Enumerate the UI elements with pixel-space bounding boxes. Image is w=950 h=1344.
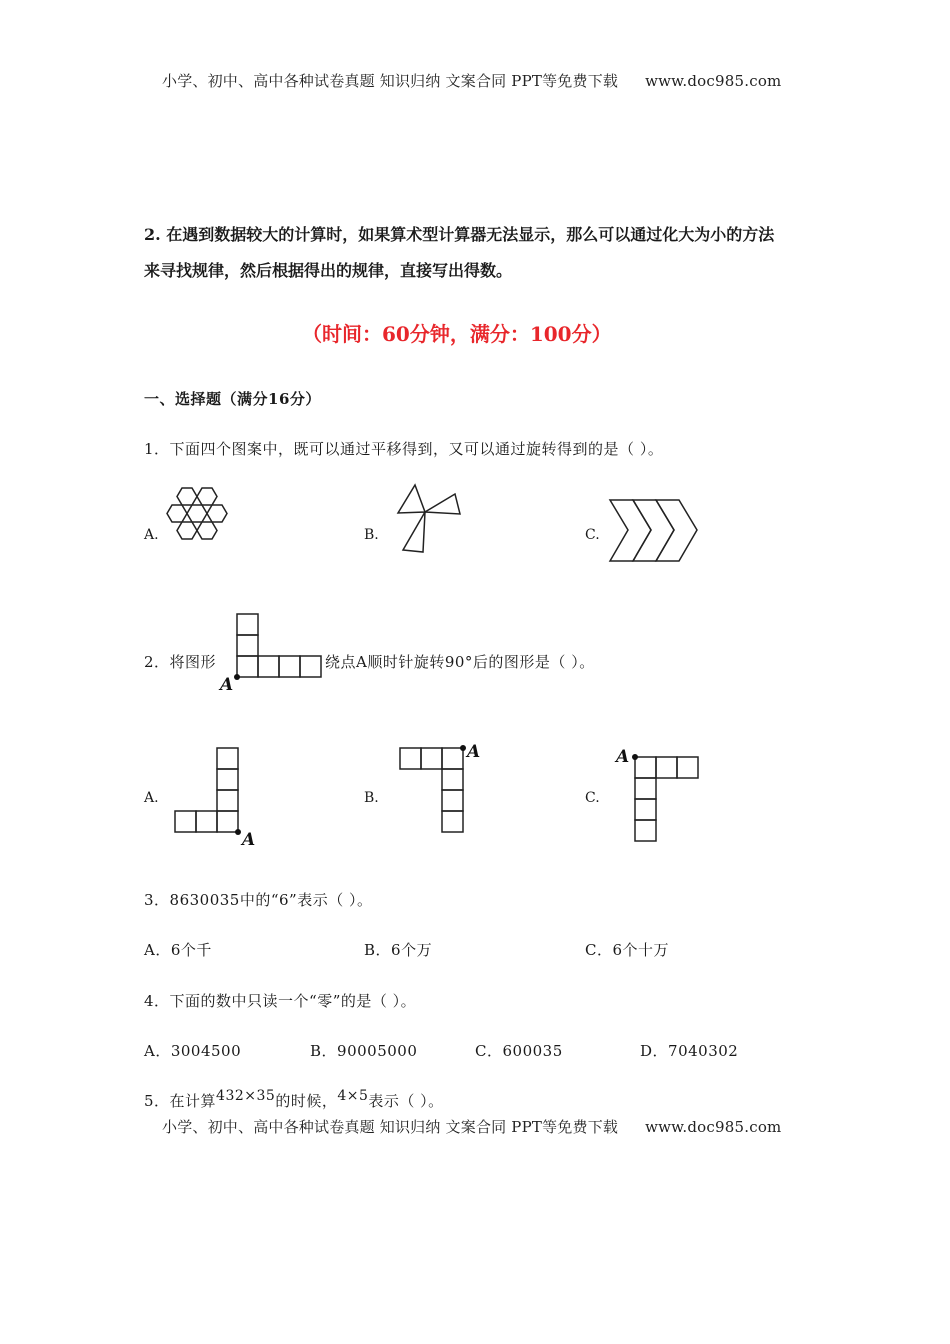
q4-option-b: B．90005000	[310, 1042, 418, 1060]
question-1-stem: 1．下面四个图案中，既可以通过平移得到，又可以通过旋转得到的是（ ）。	[144, 440, 664, 458]
q2-option-b-label: B.	[364, 790, 379, 806]
q2-option-a-label: A.	[144, 790, 159, 806]
q3-option-b: B．6个万	[364, 941, 433, 959]
l-shape-original-figure	[217, 612, 327, 695]
section-title: 一、选择题（满分16分）	[144, 390, 321, 408]
rotated-shape-option-c	[612, 745, 707, 850]
q3-option-c: C．6个十万	[585, 941, 670, 959]
point-a-label: A	[467, 742, 481, 762]
q5-expression-2: 4×5	[337, 1088, 369, 1104]
rotated-shape-option-b	[395, 740, 495, 845]
rotated-shape-option-a	[170, 745, 265, 850]
point-a-label: A	[242, 830, 256, 850]
page-footer	[162, 1116, 781, 1137]
q5-prefix: 5．在计算	[144, 1092, 217, 1110]
q2-option-c-label: C.	[585, 790, 600, 806]
q1-option-a-label: A.	[144, 527, 159, 543]
footer-text: 小学、初中、高中各种试卷真题 知识归纳 文案合同 PPT等免费下载	[162, 1118, 619, 1136]
q4-option-a: A．3004500	[144, 1042, 242, 1060]
question-3-stem: 3．8630035中的“6”表示（ ）。	[144, 891, 373, 909]
q5-middle: 的时候，	[275, 1092, 338, 1110]
header-url[interactable]: www.doc985.com	[645, 72, 782, 90]
question-2-stem-prefix: 2．将图形	[144, 653, 217, 671]
pinwheel-triangles-figure	[395, 482, 465, 554]
question-2-stem-suffix: 绕点A顺时针旋转90°后的图形是（ ）。	[325, 653, 595, 671]
q5-expression-1: 432×35	[216, 1088, 276, 1104]
intro-line-1: 2. 在遇到数据较大的计算时，如果算术型计算器无法显示，那么可以通过化大为小的方法	[144, 225, 775, 244]
q4-option-d: D．7040302	[640, 1042, 739, 1060]
time-note: （时间：60分钟，满分：100分）	[302, 322, 612, 346]
q5-suffix: 表示（ ）。	[368, 1092, 444, 1110]
point-a-label: A	[616, 747, 630, 767]
header-text: 小学、初中、高中各种试卷真题 知识归纳 文案合同 PPT等免费下载	[162, 72, 619, 90]
q4-option-c: C．600035	[475, 1042, 563, 1060]
page-header	[162, 70, 781, 91]
footer-url[interactable]: www.doc985.com	[645, 1118, 782, 1136]
question-4-stem: 4．下面的数中只读一个“零”的是（ ）。	[144, 992, 417, 1010]
q1-option-c-label: C.	[585, 527, 600, 543]
q1-option-b-label: B.	[364, 527, 379, 543]
chevron-arrows-figure	[608, 497, 703, 565]
q3-option-a: A．6个千	[144, 941, 212, 959]
intro-line-2: 来寻找规律，然后根据得出的规律，直接写出得数。	[144, 261, 513, 280]
point-a-label: A	[220, 675, 234, 695]
hexagon-cluster-figure	[165, 486, 235, 556]
question-5-stem	[144, 1090, 444, 1111]
